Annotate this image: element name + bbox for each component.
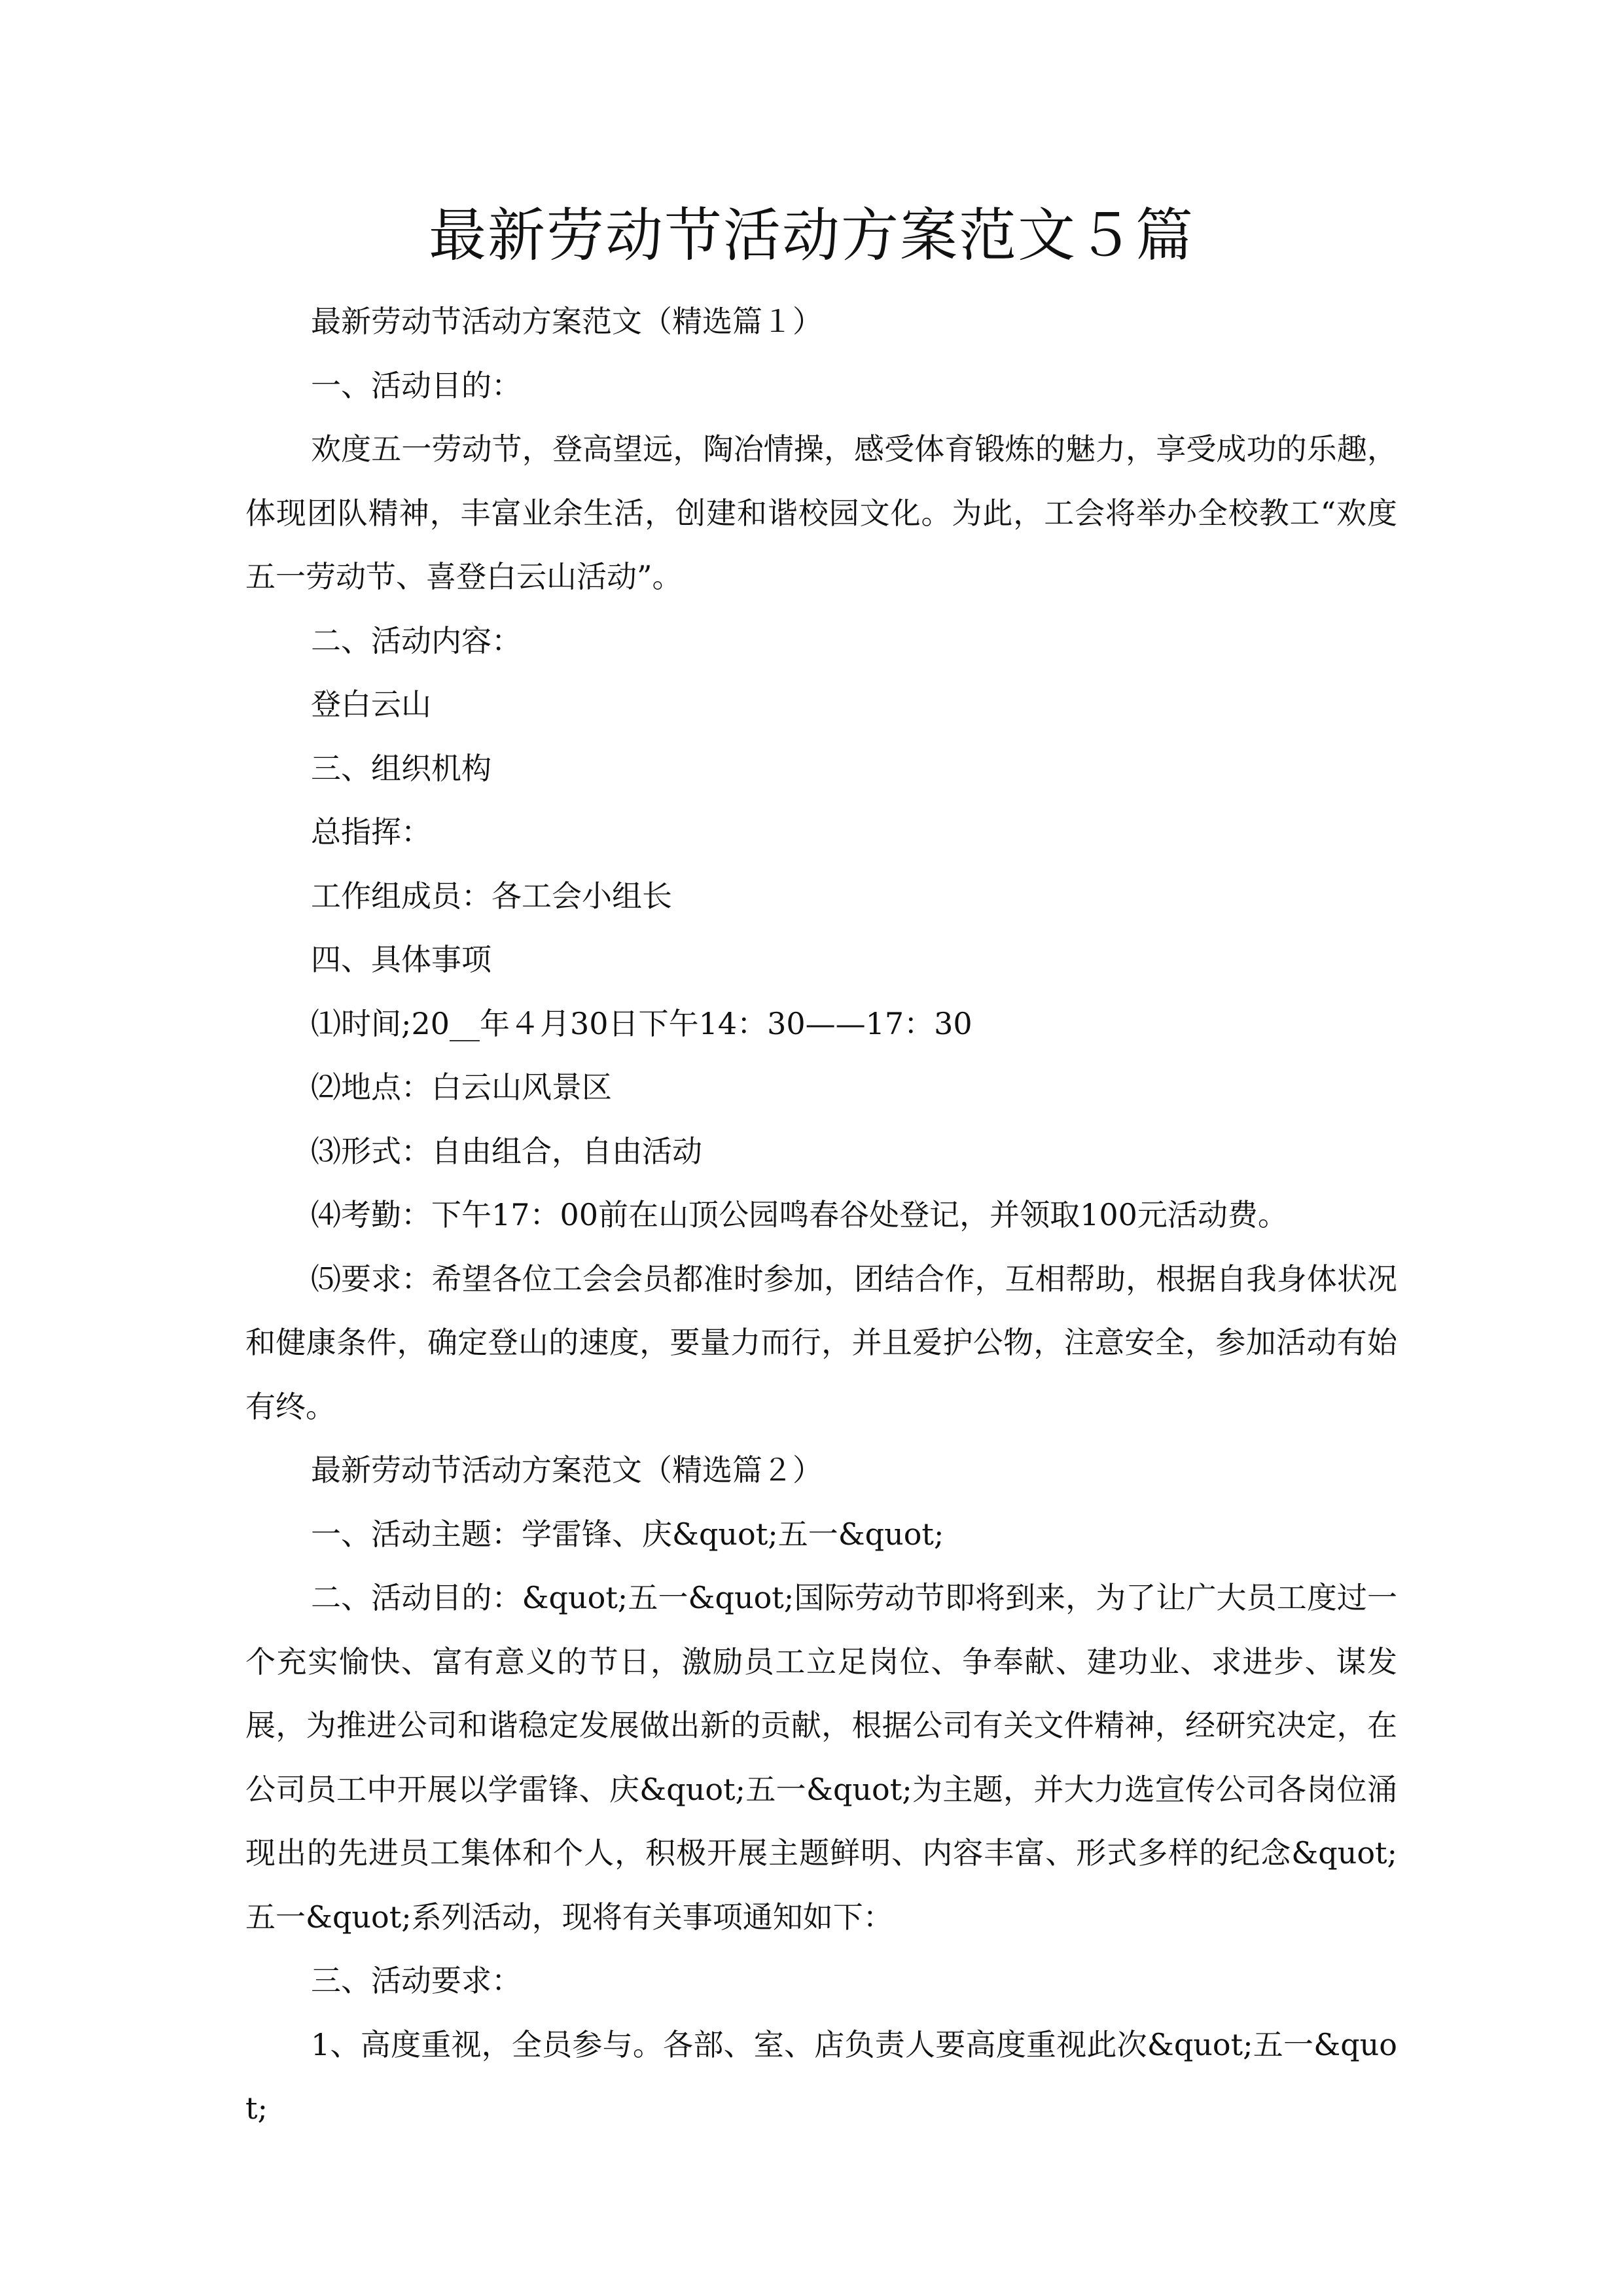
- document-title: 最新劳动节活动方案范文５篇: [428, 202, 1194, 269]
- detail-attendance: ⑷考勤：下午17：00前在山顶公园鸣春谷处登记，并领取100元活动费。: [311, 1197, 1288, 1232]
- heading-requirements: 三、活动要求：: [311, 1963, 522, 1998]
- heading-organization: 三、组织机构: [311, 750, 491, 786]
- paragraph-members: 工作组成员：各工会小组长: [311, 878, 672, 914]
- requirement-item-1: 1、高度重视，全员参与。各部、室、店负责人要高度重视此次&quot;五一&quot;: [245, 2026, 1397, 2126]
- paragraph-purpose-2: 二、活动目的：&quot;五一&quot;国际劳动节即将到来，为了让广大员工度过一个充实愉快、富有意义的节日，激励员工立足岗位、争奉献、建功业、求进步、谋发展，为推进公司和谐稳定发展做出新的贡献，根据公司有关文件精神，经研究决定，在公司员工中开展以学雷锋、庆&quot;五一&quot;为主题，并大力选宣传公司各岗位涌现出的先进员工集体和个人，积极开展主题鲜明、内容丰富、形式多样的纪念&quot;五一&quot;系列活动，现将有关事项通知如下：: [245, 1580, 1397, 1935]
- section-heading-1: 最新劳动节活动方案范文（精选篇１）: [311, 304, 823, 339]
- detail-format: ⑶形式：自由组合，自由活动: [311, 1133, 702, 1169]
- detail-time: ⑴时间;20__年４月30日下午14：30——17：30: [311, 1005, 972, 1041]
- document-body: [245, 290, 1397, 2141]
- paragraph-content: 登白云山: [311, 687, 431, 722]
- heading-content: 二、活动内容：: [311, 622, 522, 658]
- heading-theme: 一、活动主题：学雷锋、庆&quot;五一&quot;: [311, 1516, 944, 1552]
- detail-location: ⑵地点：白云山风景区: [311, 1069, 612, 1105]
- detail-requirements: ⑸要求：希望各位工会会员都准时参加，团结合作，互相帮助，根据自我身体状况和健康条件，确定登山的速度，要量力而行，并且爱护公物，注意安全，参加活动有始有终。: [245, 1261, 1397, 1424]
- heading-details: 四、具体事项: [311, 942, 491, 977]
- paragraph-commander: 总指挥：: [311, 814, 431, 850]
- heading-purpose: 一、活动目的：: [311, 367, 522, 403]
- section-heading-2: 最新劳动节活动方案范文（精选篇２）: [311, 1452, 823, 1488]
- paragraph-purpose: 欢度五一劳动节，登高望远，陶冶情操，感受体育锻炼的魅力，享受成功的乐趣，体现团队精神，丰富业余生活，创建和谐校园文化。为此，工会将举办全校教工“欢度五一劳动节、喜登白云山活动”。: [245, 431, 1397, 594]
